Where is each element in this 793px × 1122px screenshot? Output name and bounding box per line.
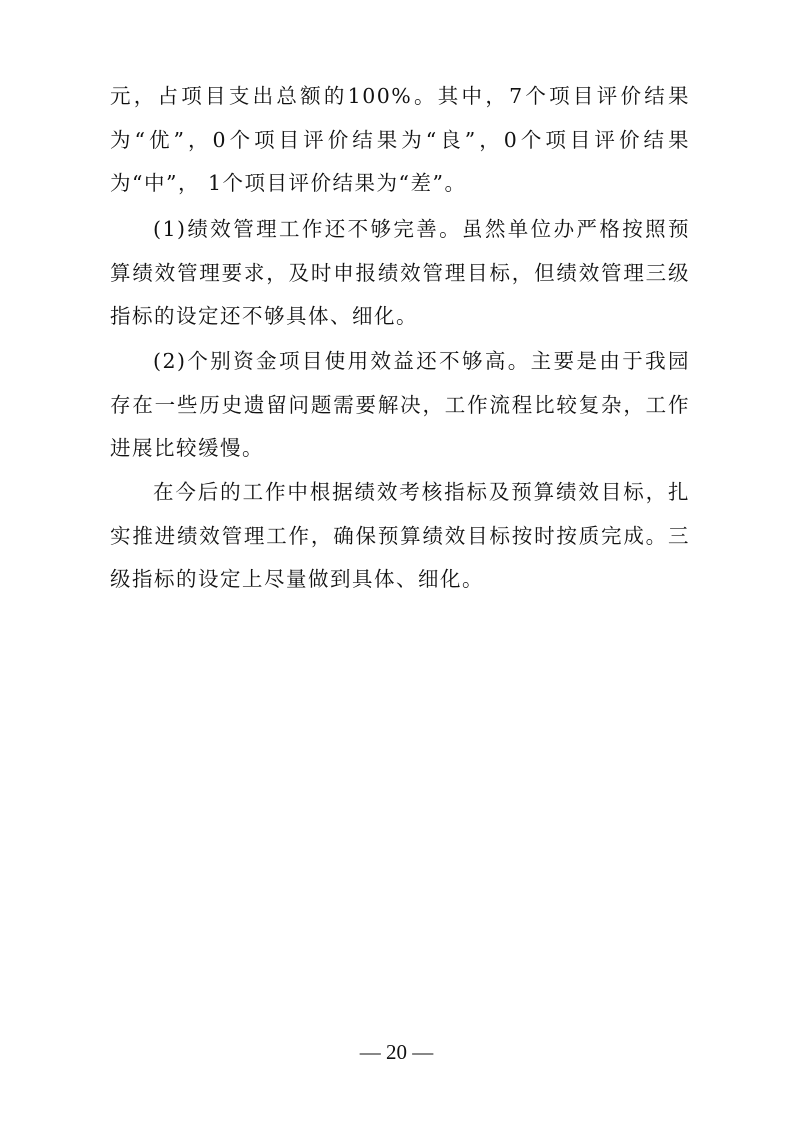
paragraph-summary: 元，占项目支出总额的100%。其中，7个项目评价结果为“优”，0个项目评价结果为“良”，0个项目评价结果为“中”， 1个项目评价结果为“差”。 (110, 84, 690, 195)
page-number: — 20 — (359, 1040, 434, 1064)
paragraph-improvement: 在今后的工作中根据绩效考核指标及预算绩效目标，扎实推进绩效管理工作，确保预算绩效目标按时按质完成。三级指标的设定上尽量做到具体、细化。 (110, 480, 690, 591)
paragraph-issue-2: (2)个别资金项目使用效益还不够高。主要是由于我园存在一些历史遗留问题需要解决，工作流程比较复杂，工作进展比较缓慢。 (110, 349, 690, 460)
paragraph-issue-1: (1)绩效管理工作还不够完善。虽然单位办严格按照预算绩效管理要求，及时申报绩效管理目标，但绩效管理三级指标的设定还不够具体、细化。 (110, 217, 690, 328)
